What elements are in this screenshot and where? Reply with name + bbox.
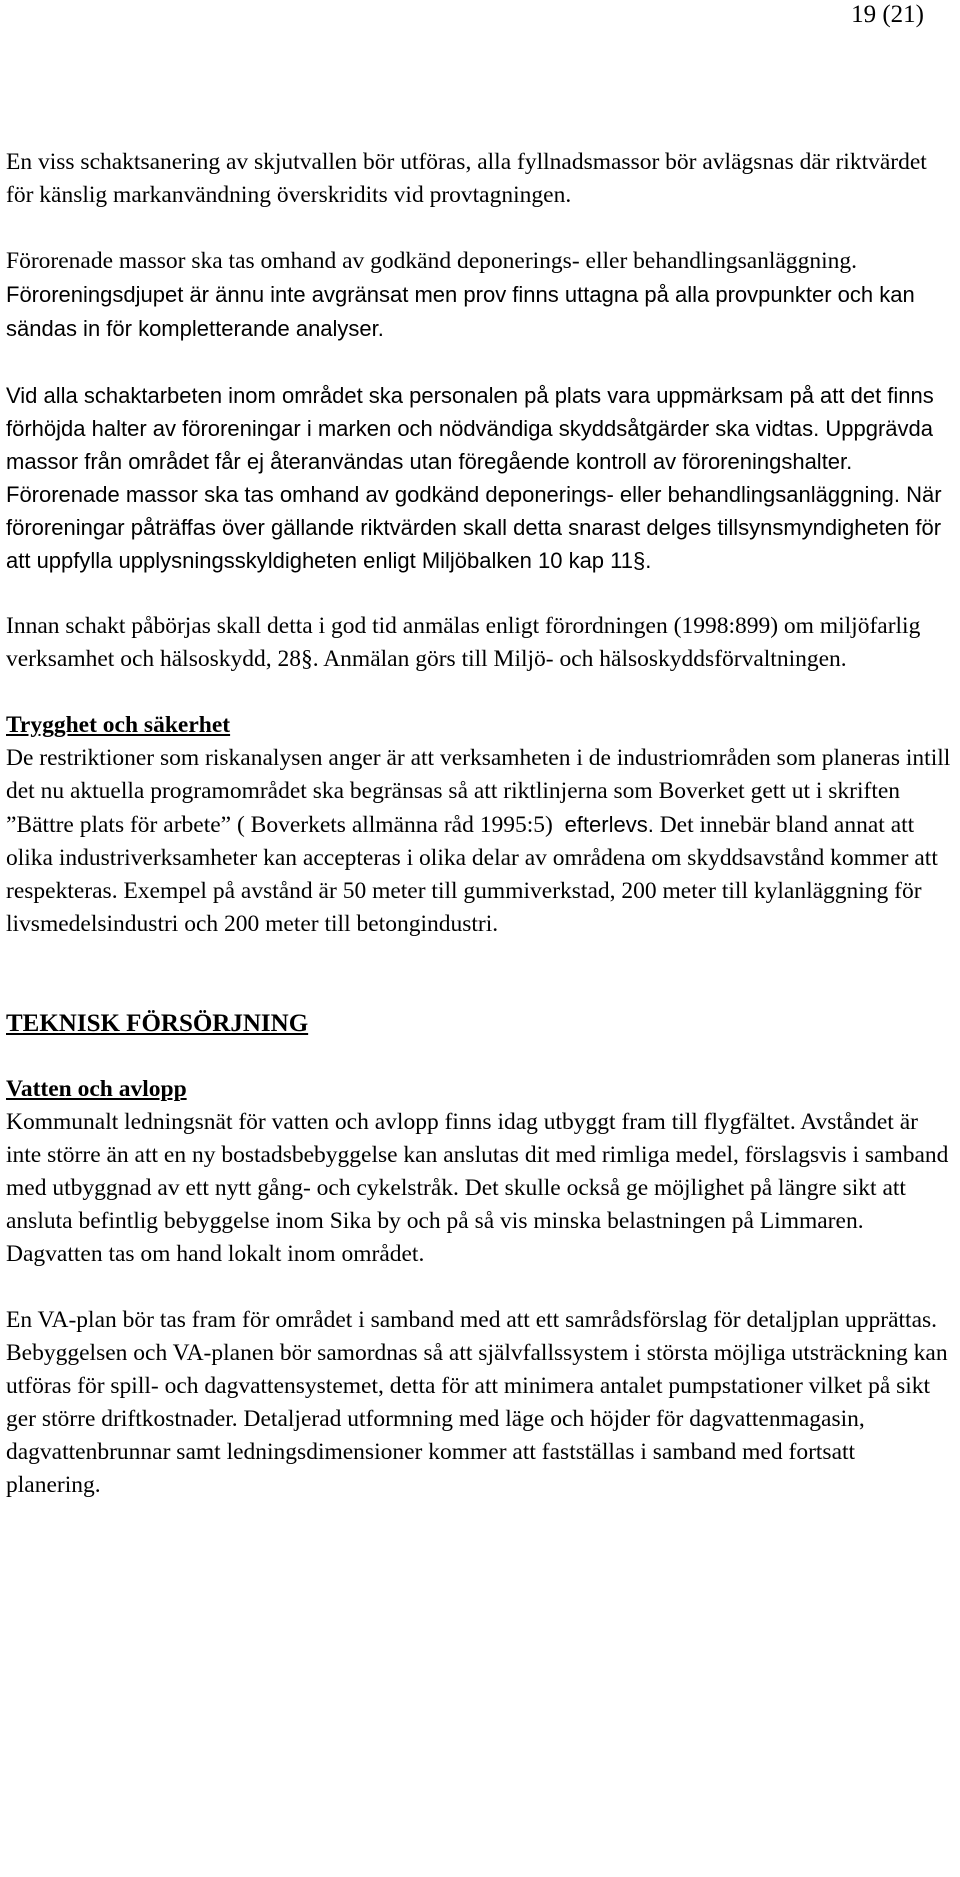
paragraph-anmalan: Innan schakt påbörjas skall detta i god tid anmälas enligt förordningen (1998:899) om miljöfarlig verksamhet och hälsoskydd, 28§. Anmälan görs till Miljö- och hälsoskyddsförvaltningen. (6, 613, 921, 672)
trygghet-text-a: De restriktioner som riskanalysen anger är att verksamheten i de industriområden som planeras intill det nu aktuella programområdet ska begränsas så att riktlinjerna som Boverket gett ut i skriften ”Bättre plats för arbete” ( Boverkets allmänna råd 1995:5) (6, 745, 951, 838)
paragraph-fororeningsdjup-text: Föroreningsdjupet är ännu inte avgränsat men prov finns uttagna på alla provpunkter och kan sändas in för kompletterande analyser. (6, 282, 915, 341)
trygghet-text-b: efterlevs. (564, 812, 654, 837)
trygghet-text-c: Det innebär bland annat att olika industriverksamheter kan accepteras i olika delar av områdena om skyddsavstånd kommer att respekteras. Exempel på avstånd är 50 meter till gummiverkstad, 200 meter till kylanläggning för livsmedelsindustri och 200 meter till betongindustri. (6, 812, 938, 937)
heading-teknisk-forsorjning: TEKNISK FÖRSÖRJNING (6, 1010, 309, 1037)
paragraph-vatten-avlopp: Kommunalt ledningsnät för vatten och avlopp finns idag utbyggt fram till flygfältet. Avståndet är inte större än att en ny bostadsbebyggelse kan anslutas dit med rimliga medel, förslagsvis i samband med utbyggnad av ett nytt gång- och cykelstråk. Det skulle också ge möjlighet på längre sikt att ansluta befintlig bebyggelse inom Sika by och på så vis minska belastningen på Limmaren. Dagvatten tas om hand lokalt inom området. (6, 1109, 949, 1267)
paragraph-schaktarbeten: Vid alla schaktarbeten inom området ska personalen på plats vara uppmärksam på att det finns förhöjda halter av föroreningar i marken och nödvändiga skyddsåtgärder ska vidtas. Uppgrävda massor från området får ej återanvändas utan föregående kontroll av föroreningshalter. Förorenade massor ska tas omhand av godkänd deponerings- eller behandlingsanläggning. När föroreningar påträffas över gällande riktvärden skall detta snarast delges tillsynsmyndigheten för att uppfylla upplysningsskyldigheten enligt Miljöbalken 10 kap 11§. (6, 383, 942, 573)
paragraph-va-plan: En VA-plan bör tas fram för området i samband med att ett samrådsförslag för detaljplan upprättas. Bebyggelsen och VA-planen bör samordnas så att självfallssystem i största möjliga utsträckning kan utföras för spill- och dagvattensystemet, detta för att minimera antalet pumpstationer vilket på sikt ger större driftkostnader. Detaljerad utformning med läge och höjder för dagvattenmagasin, dagvattenbrunnar samt ledningsdimensioner kommer att fastställas i samband med fortsatt planering. (6, 1307, 948, 1498)
section-gap (6, 941, 954, 1007)
page-number: 19 (21) (851, 1, 924, 28)
heading-trygghet: Trygghet och säkerhet (6, 712, 231, 738)
paragraph-gap (6, 676, 954, 709)
paragraph-gap (6, 1271, 954, 1304)
paragraph-gap (6, 212, 954, 245)
paragraph-schaktsanering: En viss schaktsanering av skjutvallen bör utföras, alla fyllnadsmassor bör avlägsnas där riktvärdet för känslig markanvändning överskridits vid provtagningen. (6, 149, 927, 208)
paragraph-gap (6, 1040, 954, 1073)
paragraph-gap (6, 346, 954, 379)
heading-vatten-avlopp: Vatten och avlopp (6, 1076, 187, 1102)
document-body (6, 146, 954, 1502)
paragraph-trygghet (6, 742, 954, 941)
paragraph-gap (6, 577, 954, 610)
paragraph-fororenade-text: Förorenade massor ska tas omhand av godkänd deponerings- eller behandlingsanläggning. (6, 248, 858, 274)
paragraph-fororenade-massor (6, 245, 954, 346)
